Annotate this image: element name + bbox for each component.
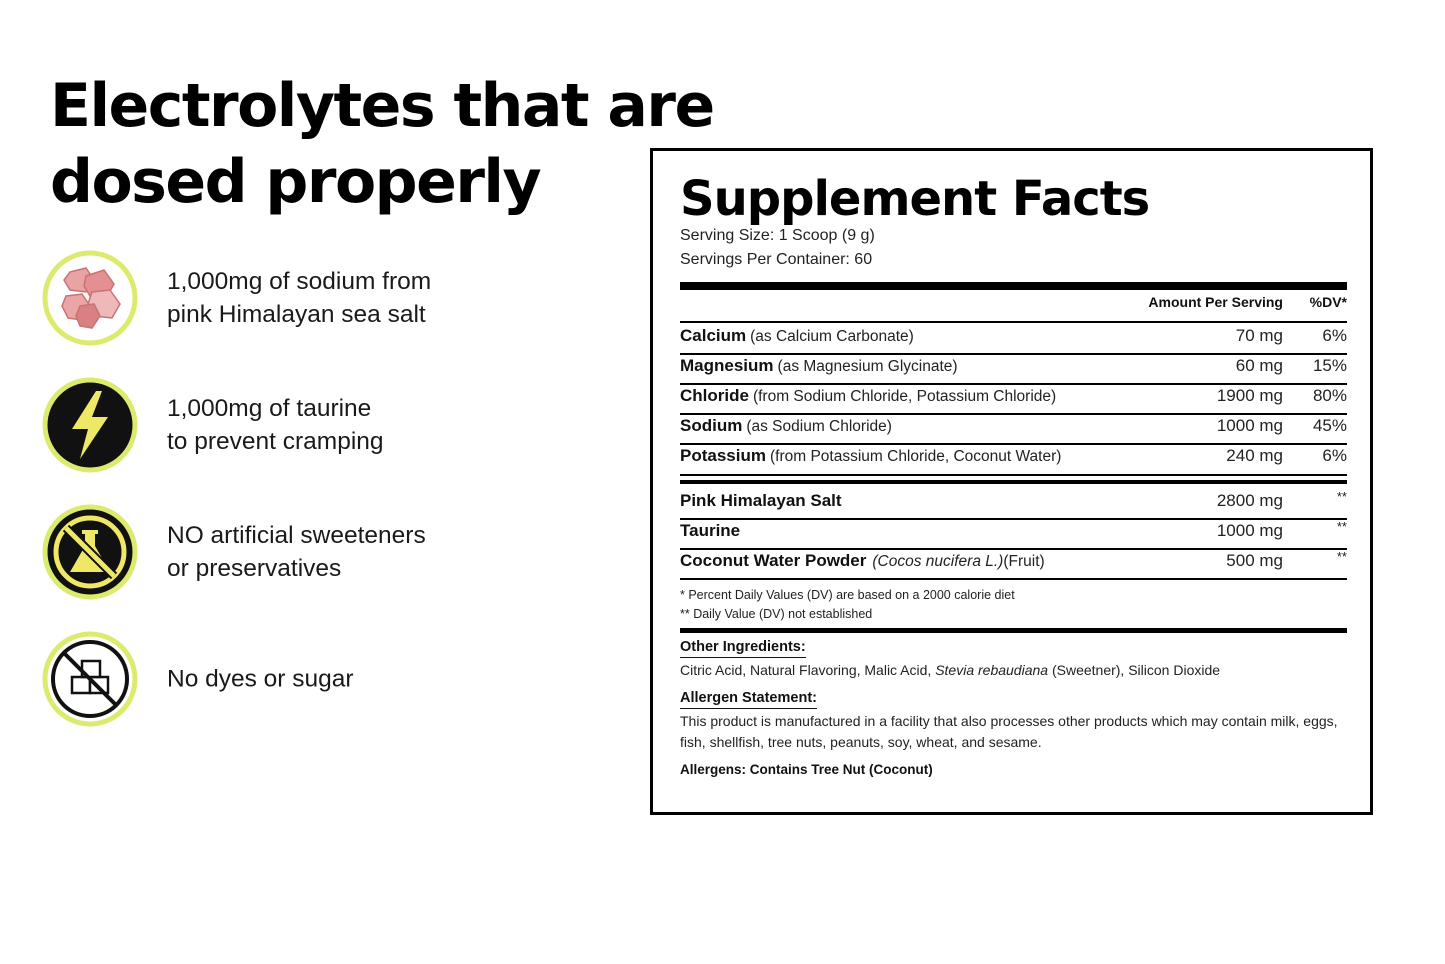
other-ingredients-label: Other Ingredients:	[680, 639, 806, 658]
nutrient-source: (from Potassium Chloride, Coconut Water)	[769, 448, 1062, 465]
nutrient-name-text: Calcium	[680, 326, 747, 345]
feature-item-no-sugar	[42, 631, 602, 727]
allergen-statement-label: Allergen Statement:	[680, 690, 817, 709]
footnote-dv-not-established: ** Daily Value (DV) not established	[680, 607, 873, 621]
serving-size: Serving Size: 1 Scoop (9 g)	[680, 227, 875, 244]
feature-text	[167, 265, 431, 331]
rule	[680, 474, 1347, 476]
allergen-statement-text: This product is manufactured in a facility that also processes other products which may contain milk, eggs, fish, shellfish, tree nuts, peanuts, soy, wheat, and sesame.	[680, 713, 1338, 750]
ingredient-dv: **	[1336, 549, 1347, 564]
ingredient-name-text: Coconut Water Powder	[680, 551, 867, 570]
feature-line-1: NO artificial sweeteners	[167, 522, 426, 549]
nutrient-dv: 15%	[1312, 356, 1347, 375]
ingredient-part: (Fruit)	[1003, 553, 1045, 570]
allergens-line: Allergens: Contains Tree Nut (Coconut)	[680, 762, 933, 777]
feature-text	[167, 392, 384, 458]
header-dv: %DV*	[1309, 294, 1347, 310]
nutrient-name-text: Chloride	[680, 386, 749, 405]
nutrient-row-magnesium	[680, 352, 1347, 382]
nutrient-dv: 80%	[1312, 386, 1347, 405]
ingredient-row-pink-himalayan-salt	[680, 487, 1347, 517]
nutrient-amount: 70 mg	[1235, 326, 1283, 345]
lightning-bolt-icon	[42, 377, 138, 473]
nutrient-row-sodium	[680, 412, 1347, 442]
nutrient-dv: 6%	[1322, 446, 1347, 465]
nutrient-source: (from Sodium Chloride, Potassium Chloride)	[752, 388, 1057, 405]
ingredient-row-coconut-water-powder	[680, 547, 1347, 577]
supplement-facts-title: Supplement Facts	[680, 171, 1150, 227]
headline	[50, 68, 714, 220]
ingredient-amount: 1000 mg	[1216, 521, 1283, 540]
feature-text	[167, 519, 426, 585]
supplement-facts-panel	[650, 148, 1373, 815]
other-ingredients-latin: Stevia rebaudiana	[935, 662, 1049, 678]
nutrient-dv: 6%	[1322, 326, 1347, 345]
feature-line-2: pink Himalayan sea salt	[167, 301, 426, 328]
feature-line-1: 1,000mg of sodium from	[167, 268, 432, 295]
feature-line-1: 1,000mg of taurine	[167, 395, 372, 422]
nutrient-row-calcium	[680, 322, 1347, 352]
nutrient-name-text: Sodium	[680, 416, 743, 435]
nutrient-name	[680, 326, 914, 346]
nutrient-name-text: Magnesium	[680, 356, 774, 375]
nutrient-amount: 60 mg	[1235, 356, 1283, 375]
nutrient-amount: 240 mg	[1226, 446, 1283, 465]
headline-line-2: dosed properly	[50, 147, 541, 217]
salt-crystals-icon	[42, 250, 138, 346]
feature-line-1: No dyes or sugar	[167, 665, 354, 693]
headline-line-1: Electrolytes that are	[50, 71, 714, 141]
ingredient-dv: **	[1336, 489, 1347, 504]
ingredient-latin-name: (Cocos nucifera L.)	[872, 553, 1004, 570]
ingredient-name-text: Taurine	[680, 521, 741, 540]
ingredient-dv: **	[1336, 519, 1347, 534]
footnote-dv-basis: * Percent Daily Values (DV) are based on a 2000 calorie diet	[680, 588, 1015, 602]
nutrient-amount: 1900 mg	[1216, 386, 1283, 405]
other-ingredients-text	[680, 660, 1347, 681]
no-sugar-cubes-icon	[42, 631, 138, 727]
nutrient-source: (as Calcium Carbonate)	[750, 328, 914, 345]
feature-text	[167, 663, 354, 696]
nutrient-name-text: Potassium	[680, 446, 766, 465]
nutrient-row-chloride	[680, 382, 1347, 412]
nutrient-row-potassium	[680, 442, 1347, 472]
ingredient-amount: 500 mg	[1226, 551, 1283, 570]
feature-item-sodium	[42, 250, 602, 346]
nutrient-source: (as Sodium Chloride)	[746, 418, 892, 435]
header-amount-per-serving: Amount Per Serving	[1148, 294, 1283, 310]
feature-item-taurine	[42, 377, 602, 473]
other-ingredients-part: (Sweetner), Silicon Dioxide	[1048, 662, 1221, 678]
no-flask-icon	[42, 504, 138, 600]
ingredient-name-text: Pink Himalayan Salt	[680, 491, 842, 510]
servings-per-container: Servings Per Container: 60	[680, 251, 873, 268]
feature-item-no-sweeteners	[42, 504, 602, 600]
thick-rule	[680, 628, 1347, 633]
rule	[680, 578, 1347, 580]
feature-line-2: to prevent cramping	[167, 428, 384, 455]
feature-line-2: or preservatives	[167, 555, 342, 582]
nutrient-dv: 45%	[1312, 416, 1347, 435]
ingredient-amount: 2800 mg	[1216, 491, 1283, 510]
nutrient-amount: 1000 mg	[1216, 416, 1283, 435]
ingredient-row-taurine	[680, 517, 1347, 547]
nutrient-source: (as Magnesium Glycinate)	[777, 358, 958, 375]
thick-rule	[680, 282, 1347, 290]
other-ingredients-part: Citric Acid, Natural Flavoring, Malic Acid,	[680, 662, 936, 678]
thick-rule	[680, 480, 1347, 484]
